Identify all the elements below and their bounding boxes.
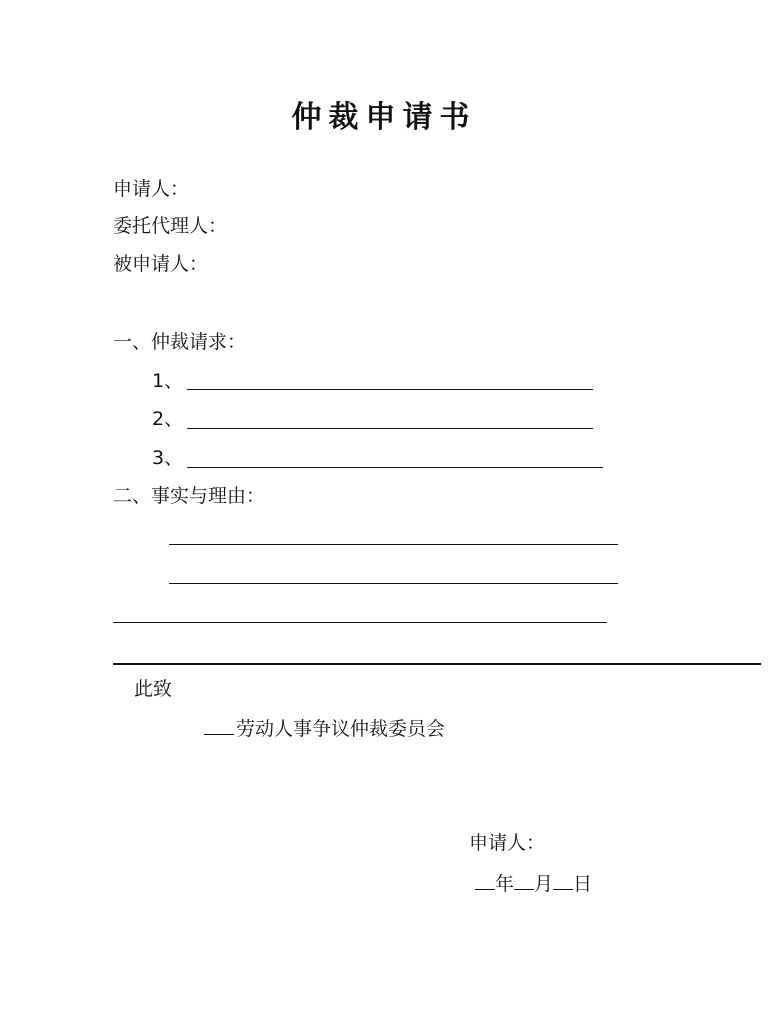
facts-blank-line-3 (113, 622, 607, 623)
committee-line (204, 716, 445, 741)
request-item-2-number: 2、 (152, 408, 184, 430)
request-item-2-blank-line (187, 428, 593, 429)
year-blank (475, 871, 495, 890)
closing-salutation: 此致 (134, 678, 173, 700)
signature-applicant-label: 申请人： (469, 832, 546, 854)
month-label: 月 (534, 873, 554, 895)
year-label: 年 (495, 873, 515, 895)
document-title: 仲裁申请书 (291, 100, 477, 135)
section-arbitration-requests-heading: 一、仲裁请求： (113, 331, 247, 353)
committee-name-blank (204, 716, 234, 735)
section-facts-reasons-heading: 二、事实与理由： (113, 485, 266, 507)
applicant-label: 申请人： (113, 178, 190, 200)
facts-blank-line-4 (113, 663, 761, 665)
agent-label: 委托代理人： (113, 215, 228, 237)
month-blank (514, 871, 534, 890)
request-item-3-blank-line (187, 467, 603, 468)
day-label: 日 (573, 873, 593, 895)
request-item-3-number: 3、 (152, 447, 184, 469)
facts-blank-line-2 (169, 583, 618, 584)
committee-name: 劳动人事争议仲裁委员会 (236, 718, 446, 740)
respondent-label: 被申请人： (113, 253, 209, 275)
request-item-1-blank-line (187, 389, 593, 390)
facts-blank-line-1 (169, 544, 618, 545)
request-item-1-number: 1、 (152, 370, 184, 392)
day-blank (553, 871, 573, 890)
signature-date (475, 871, 592, 896)
